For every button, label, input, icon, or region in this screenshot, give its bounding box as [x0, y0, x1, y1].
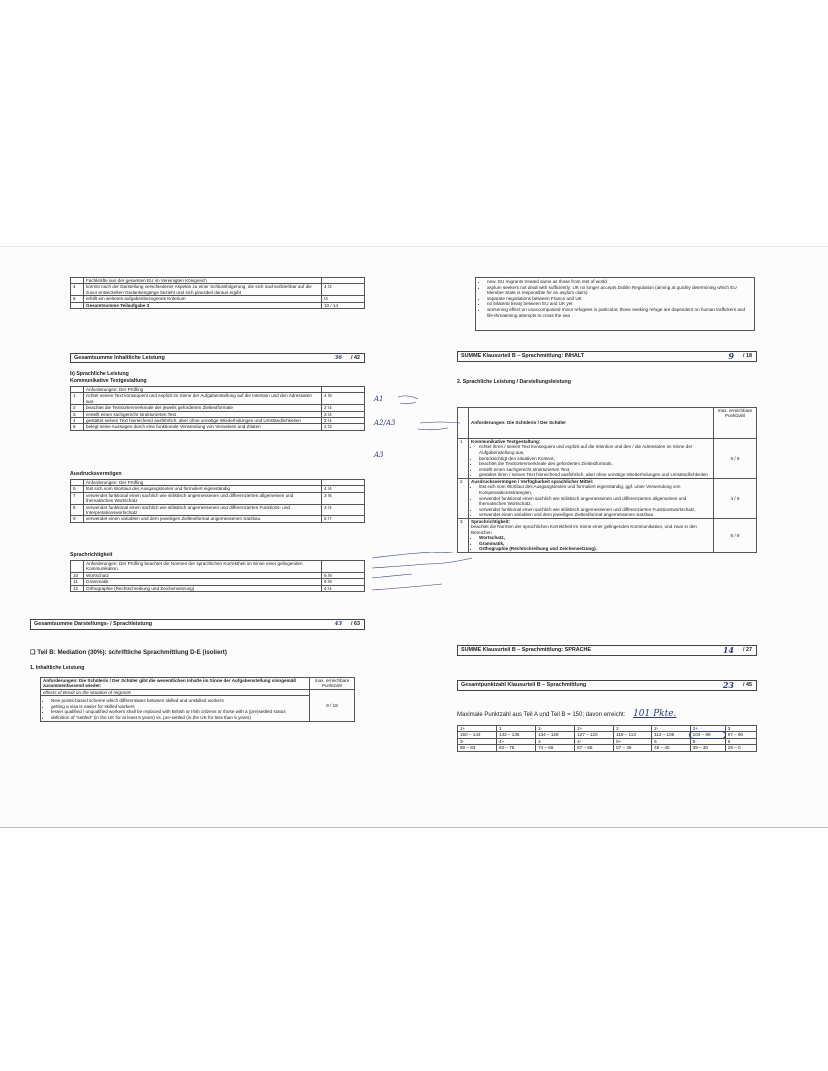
- right-gesamt-sum-bar: [457, 680, 757, 691]
- table-cell: 3: [725, 726, 756, 732]
- table-cell: 10 / 14: [322, 302, 365, 308]
- mediation-table: [40, 677, 355, 722]
- table-cell: 2: [614, 726, 652, 732]
- table-cell: 5: [71, 424, 84, 430]
- table-cell: 8: [71, 504, 84, 516]
- right-criteria-table: [457, 407, 757, 553]
- table-cell: 4 /2: [322, 284, 365, 296]
- table-cell: Fachkräfte aus der gesamten EU im Vereinigten Königreich: [84, 278, 322, 284]
- table-cell: 57 – 49: [614, 745, 652, 751]
- table-cell: Gesamtsumme Inhaltliche Leistung: [74, 355, 165, 361]
- table-cell: 2-: [652, 726, 691, 732]
- table-cell: Gesamtsumme Darstellungs- / Sprachleistung: [34, 621, 153, 627]
- table-row: [71, 516, 365, 522]
- table-cell: 5: [71, 296, 84, 302]
- table-cell: Gesamtsumme Teilaufgabe 3: [84, 302, 322, 308]
- table-cell: 127 – 120: [575, 732, 614, 738]
- checkbox-icon: ❏: [30, 649, 38, 656]
- list-item: • asylum seekers not dealt with sufficiently: UK no longer accepts Dublin Regulation (aiming at quickly determining which EU Member State is responsible for an asylum claim): [487, 285, 751, 296]
- table-cell: 134 – 128: [536, 732, 575, 738]
- table-cell: /4: [322, 296, 365, 302]
- section-b-title: b) Sprachliche Leistung: [70, 371, 129, 377]
- table-cell: 2: [458, 478, 469, 518]
- table-cell: / 27: [743, 647, 752, 653]
- table-cell: 142 – 135: [497, 732, 536, 738]
- table-cell: 67 – 58: [575, 745, 614, 751]
- table-cell: 5+: [614, 738, 652, 744]
- table-cell: 5 /7: [322, 516, 365, 522]
- table-cell: beachtet die Textsortenmerkmale der jeweils geforderten Zieltextformate: [84, 405, 322, 411]
- kommunikativ-table: [70, 386, 365, 431]
- table-cell: 2 /4: [322, 405, 365, 411]
- table-cell: verwendet einen variablen und dem jeweiligen Zieltextformat angemessenen Satzbau: [84, 516, 322, 522]
- grade-table: [457, 725, 757, 752]
- table-cell: 1: [71, 393, 84, 405]
- table-cell: 4 /4: [322, 486, 365, 492]
- list-item: • new: EU migrants treated same as those from rest of world: [487, 279, 751, 285]
- table-cell: 4: [71, 418, 84, 424]
- table-cell: gestaltet seinen Text hinreichend ausführlich, aber ohne unnötige Wiederholungen und Umständlichkeiten: [84, 418, 322, 424]
- table-cell: Teil B: Mediation (30%): schriftliche Sprachmittlung D-E (isoliert): [37, 649, 227, 656]
- table-cell: 82 – 75: [497, 745, 536, 751]
- table-cell: 6: [725, 738, 756, 744]
- table-cell: Anforderungen: Der Prüfling beachtet die Normen der sprachlichen Korrektheit im Sinne einer gelingenden Kommunikation.: [84, 561, 322, 573]
- table-cell: 4 /8: [322, 393, 365, 405]
- table-cell: Anforderungen: Die Schülerin / Der Schüler: [469, 408, 714, 439]
- list-item: • löst sich vom Wortlaut des Ausgangstextes und formuliert eigenständig, ggf. unter Verwendung von Kompensationsstrategien,: [479, 484, 711, 495]
- table-cell: 9: [728, 351, 734, 361]
- table-cell: 5 /9: [322, 572, 365, 578]
- table-cell: Orthographie (Rechtschreibung und Zeichensetzung): [84, 585, 322, 591]
- max-points-line: [457, 709, 676, 719]
- table-cell: SUMME Klausurteil B – Sprachmittlung: SPRACHE: [461, 647, 591, 653]
- table-cell: 2: [71, 405, 84, 411]
- handwriting-scribbles-icon: [370, 552, 480, 602]
- table-cell: 10: [71, 572, 84, 578]
- table-row: [71, 585, 365, 591]
- table-cell: 7: [71, 492, 84, 504]
- table-row: [71, 492, 365, 504]
- table-cell: 5: [652, 738, 691, 744]
- table-cell: verwendet funktional einen sachlich wie stilistisch angemessenen und differenzierten allgemeinen und thematischen Wortschatz: [84, 492, 322, 504]
- table-cell: Ausdrucksvermögen / Verfügbarkeit sprachlicher Mittel:: [471, 478, 594, 484]
- list-item: • Orthographie (Rechtschreibung und Zeichensetzung).: [479, 546, 711, 552]
- table-row: [458, 478, 757, 518]
- table-cell: / 18: [743, 353, 752, 359]
- table-cell: 112 – 105: [652, 732, 691, 738]
- list-item: • lesser qualified / unqualified workers shall be replaced with British or Irish citizens or those with a (pre)settled status: [51, 709, 307, 715]
- table-cell: Grammatik: [84, 579, 322, 585]
- list-item: • richtet ihren / seinen Text konsequent und explizit auf die Intention und den / die Adressaten im Sinne der Aufgabenstellung aus,: [479, 444, 711, 455]
- table-cell: Kommunikative Textgestaltung:: [471, 439, 541, 444]
- list-item: • Grammatik,: [479, 541, 711, 547]
- list-item: • verwendet funktional einen sachlich wie stilistisch angemessenen und differenzierten Funktionswortschatz,: [479, 507, 711, 513]
- table-cell: löst sich vom Wortlaut des Ausgangstextes und formuliert eigenständig: [84, 486, 322, 492]
- table-cell: 4: [71, 284, 84, 296]
- list-item: • gestaltet ihren / seinen Text hinreichend ausführlich, aber ohne unnötige Wiederholungen und Umständlichkeiten: [479, 472, 711, 478]
- table-row: [71, 424, 365, 430]
- list-item: • beachtet die Textsortenmerkmale des geforderten Zieltextformats,: [479, 461, 711, 467]
- table-row: [458, 518, 757, 552]
- table-cell: / 45: [743, 682, 752, 688]
- table-cell: 1: [458, 439, 469, 479]
- table-row: [458, 745, 757, 751]
- table-cell: verwendet funktional einen sachlich wie stilistisch angemessenen und differenzierten Funktions- und Interpretationswortschatz: [84, 504, 322, 516]
- list-item: • erstellt einen sachgerecht strukturierten Text,: [479, 467, 711, 473]
- table-cell: 3 /4: [322, 411, 365, 417]
- table-cell: SUMME Klausurteil B – Sprachmittlung: INHALT: [461, 353, 584, 359]
- table-cell: Wortschatz: [84, 572, 322, 578]
- table-cell: Sprachrichtigkeit:: [471, 518, 511, 524]
- table-cell: max. erreichbare Punktzahl: [714, 408, 757, 439]
- table-cell: belegt seine Aussagen durch eine funktionale Verwendung von Verweisen und Zitaten: [84, 424, 322, 430]
- table-cell: 150 – 143: [458, 732, 497, 738]
- table-cell: 6 / 9: [714, 518, 757, 552]
- table-cell: / 42: [351, 355, 360, 361]
- table-cell: 6: [71, 486, 84, 492]
- top-table: [70, 277, 365, 309]
- margin-note-a1: A1: [374, 395, 384, 403]
- table-cell: 97 – 90: [725, 732, 756, 738]
- table-cell: kommt nach der Darstellung verschiedener Aspekte zu einer Schlussfolgerung, die sich nachvollziehbar auf die zuvor entwickelten Gedankengänge bezieht und sich plausibel daraus ergibt: [84, 284, 322, 296]
- list-item: • Wortschatz,: [479, 535, 711, 541]
- table-cell: 6 / 9: [714, 439, 757, 479]
- teil-b-title: [30, 649, 227, 656]
- sprach-sum-bar: [30, 619, 365, 630]
- table-row: [71, 302, 365, 308]
- table-cell: 101 Pkte.: [633, 709, 677, 719]
- table-row: [458, 439, 757, 479]
- list-item: • New points-based scheme which differentiates between skilled and unskilled workers: [51, 698, 307, 704]
- table-cell: 119 – 113: [614, 732, 652, 738]
- table-cell: 74 – 68: [536, 745, 575, 751]
- table-cell: 3 /6: [322, 492, 365, 504]
- table-cell: 9 / 18: [310, 689, 355, 721]
- table-cell: Anforderungen: Der Prüfling: [84, 480, 322, 486]
- table-row: [71, 284, 365, 296]
- table-cell: 2 /4: [322, 418, 365, 424]
- table-cell: 89 – 83: [458, 745, 497, 751]
- sprachrichtigkeit-title: Sprachrichtigkeit: [70, 552, 113, 558]
- right-top-box: [475, 277, 755, 331]
- inhaltliche-title: 1. Inhaltliche Leistung: [30, 665, 85, 671]
- table-cell: 23: [722, 680, 734, 690]
- table-cell: 4-: [575, 738, 614, 744]
- table-cell: Anforderungen: Der Prüfling: [84, 387, 322, 393]
- list-item: • getting a visa is easier for skilled workers: [51, 704, 307, 710]
- table-cell: 2 /3: [322, 424, 365, 430]
- sprachrichtigkeit-table: [70, 560, 365, 592]
- table-cell: 2+: [575, 726, 614, 732]
- table-cell: 5-: [690, 738, 725, 744]
- table-cell: beachtet die Normen der sprachlichen Korrektheit im Sinne einer gelingenden Kommunikation, und zwar in den Bereichen: [471, 524, 697, 535]
- table-cell: 6 /8: [322, 579, 365, 585]
- margin-note-a2a3: A2/A3: [374, 419, 396, 427]
- list-item: • verwendet funktional einen sachlich wie stilistisch angemessenen und differenzierten allgemeinen und thematischen Wortschatz,: [479, 496, 711, 507]
- table-cell: 3 /4: [322, 504, 365, 516]
- list-item: • verwendet einen variablen und dem jeweiligen Zieltextformat angemessenen Satzbau: [479, 512, 711, 518]
- table-cell: effects of Brexit on the situation of migrants: [41, 690, 309, 696]
- table-cell: 1: [497, 726, 536, 732]
- table-cell: Anforderungen: Die Schülerin / Der Schüler gibt die wesentlichen Inhalte im Sinne der Aufgabenstellung sinngemäß zusammenfassend wieder:: [41, 678, 310, 690]
- table-cell: 29 – 0: [725, 745, 756, 751]
- table-cell: 4 / 9: [714, 478, 757, 518]
- table-row: [71, 504, 365, 516]
- kommunikativ-title: Kommunikative Textgestaltung: [70, 378, 147, 384]
- table-cell: Maximale Punktzahl aus Teil A und Teil B = 150; davon erreicht:: [457, 712, 626, 718]
- table-cell: 9: [71, 516, 84, 522]
- table-cell: 1+: [458, 726, 497, 732]
- table-cell: 4: [536, 738, 575, 744]
- list-item: • separate negotiations between France and UK: [487, 296, 751, 302]
- inhalt-sum-bar: [70, 353, 365, 363]
- table-cell: 39 – 30: [690, 745, 725, 751]
- table-row: [71, 393, 365, 405]
- table-cell: erstellt einen sachgerecht strukturierten Text: [84, 411, 322, 417]
- table-cell: / 63: [351, 621, 360, 627]
- table-cell: 36: [334, 355, 342, 361]
- scanned-sheet: [0, 246, 828, 828]
- list-item: • worsening effect on unaccompanied minor refugees in particular, those seeking refuge are dependent on human traffickers and life-threatening attempts to cross the sea: [487, 307, 751, 318]
- list-item: • definition of "settled" (in the UK for at least 5 years) vs. pre-settled (in the UK for less than 5 years): [51, 715, 307, 721]
- right-inhalt-sum-bar: [457, 351, 757, 362]
- table-cell: Gesamtpunktzahl Klausurteil B – Sprachmittlung: [461, 682, 587, 688]
- table-cell: richtet seinen Text konsequent und explizit im Sinne der Aufgabenstellung auf die Intention und den Adressaten aus: [84, 393, 322, 405]
- ausdruck-table: [70, 479, 365, 523]
- grade-circled: 104 – 98: [690, 732, 725, 738]
- table-cell: max. erreichbare Punktzahl: [310, 678, 355, 690]
- table-cell: erfüllt ein weiteres aufgabenbezogenes Kriterium: [84, 296, 322, 302]
- table-cell: 11: [71, 579, 84, 585]
- table-cell: 12: [71, 585, 84, 591]
- table-cell: 3: [458, 518, 469, 552]
- table-cell: 3: [71, 411, 84, 417]
- ausdruck-title: Ausdrucksvermögen: [70, 471, 122, 477]
- list-item: • berücksichtigt den situativen Kontext,: [479, 456, 711, 462]
- mediation-bullets: [43, 698, 307, 720]
- table-cell: 48 – 40: [652, 745, 691, 751]
- section-2-title: 2. Sprachliche Leistung / Darstellungsleistung: [457, 379, 571, 385]
- right-sprache-sum-bar: [457, 645, 757, 656]
- table-cell: 3-: [458, 738, 497, 744]
- table-cell: 4 /4: [322, 585, 365, 591]
- table-cell: 1-: [536, 726, 575, 732]
- table-cell: 4+: [497, 738, 536, 744]
- list-item: • no bilateral treaty between EU and UK yet: [487, 301, 751, 307]
- table-cell: 3+: [690, 726, 725, 732]
- table-cell: 14: [722, 645, 734, 655]
- margin-note-a3: A3: [374, 451, 384, 459]
- table-cell: 43: [334, 621, 342, 627]
